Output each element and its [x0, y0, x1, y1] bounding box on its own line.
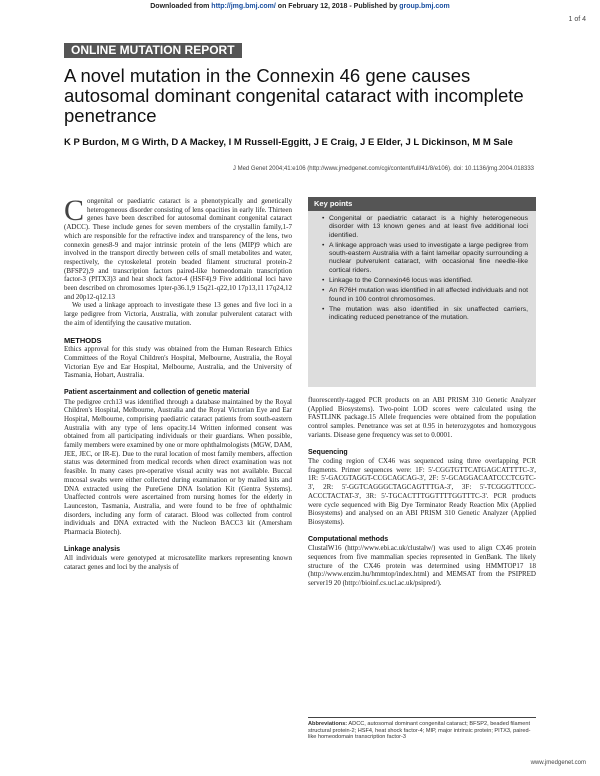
- download-prefix: Downloaded from: [150, 3, 212, 10]
- methods-heading: METHODS: [64, 335, 102, 345]
- download-middle: on February 12, 2018 - Published by: [275, 3, 400, 10]
- abbreviations-text: ADCC, autosomal dominant congenital cataract; BFSP2, beaded filament structural protein-2; HSF4, heat shock factor-4; MIP, major intrinsic protein; PITX3, paired-like homeodomain transcription factor-3: [308, 721, 531, 741]
- patient-heading: Patient ascertainment and collection of genetic material: [64, 389, 250, 397]
- page-number: 1 of 4: [568, 16, 586, 23]
- publisher-link[interactable]: group.bmj.com: [399, 3, 450, 10]
- computational-paragraph: ClustalW16 (http://www.ebi.ac.uk/clustalw/) was used to align CX46 protein sequences from five mammalian species represented in GenBank. The likely structure of the CX46 protein was determined using HMMTOP17 18 (http://www.enzim.hu/hmmtop/index.html) and MEMSAT from the PSIPRED server19 20 (http://bioinf.cs.ucl.ac.uk/psipred/).: [308, 544, 536, 587]
- key-point: • The mutation was also identified in six unaffected carriers, indicating reduced penetrance of the mutation.: [322, 306, 528, 323]
- citation-line: J Med Genet 2004;41:e106 (http://www.jmedgenet.com/cgi/content/full/41/8/e106). doi: 10.1136/jmg.2004.018333: [232, 166, 534, 172]
- patient-paragraph: The pedigree crch13 was identified through a database maintained by the Royal Children's Hospital, Melbourne, Australia and the Royal Victorian Eye and Ear Hospital, Melbourne, comprising paediatric cataract patients from south-eastern Australia with any type of lens opacity.14 Written informed consent was obtained from all participating individuals or their guardians. When possible, family members were examined by one or more ophthalmologists (MGW, DAM, JEE, JEC, or IR-E). Due to the rural location of most family members, affection status was determined from medical records when direct examination was not feasible. In many cases pre-operative visual acuity was not available. Buccal mucosal swabs were either collected during examination or by mailed kits and DNA extracted using the PureGene DNA Isolation Kit (Gentra Systems). Unaffected controls were ascertained from nursing homes for the elderly in Launceston, Tasmania, Australia, and were found to be free of ophthalmic disorders, including any form of cataract. Blood was collected from control individuals and DNA extracted with the Nucleon BACC3 kit (Amersham Pharmacia Biotech).: [64, 397, 292, 537]
- key-points-box: [308, 197, 536, 387]
- abbreviations-label: Abbreviations:: [308, 721, 348, 727]
- key-point: • An R76H mutation was identified in all affected individuals and not found in 100 control chromosomes.: [322, 287, 528, 304]
- linkage-continued-paragraph: fluorescently-tagged PCR products on an ABI PRISM 310 Genetic Analyzer (Applied Biosystems). Two-point LOD scores were calculated using the FASTLINK package.15 Allele frequencies were obtained from the population control samples. Penetrance was set at 0.95 in heterozygotes and homozygous variants. Disease gene frequency was set to 0.0001.: [308, 396, 536, 439]
- sequencing-heading: Sequencing: [308, 448, 348, 456]
- computational-heading: Computational methods: [308, 535, 389, 543]
- drop-cap: C: [64, 194, 85, 227]
- key-points-list: [308, 211, 536, 323]
- journal-link[interactable]: http://jmg.bmj.com/: [211, 3, 276, 10]
- article-title: A novel mutation in the Connexin 46 gene causes autosomal dominant congenital cataract with incomplete penetrance: [64, 65, 524, 126]
- intro-paragraph-2: We used a linkage approach to investigate these 13 genes and five loci in a large pedigree from Victoria, Australia, with zonular pulverulent cataract with the aim of identifying the causative mutation.: [64, 301, 292, 327]
- key-point: • A linkage approach was used to investigate a large pedigree from south-eastern Australia with a faint lamellar opacity surrounding a nuclear pulverulent cataract, with occasional fine needle-like cortical riders.: [322, 242, 528, 275]
- footer-url: www.jmedgenet.com: [530, 760, 586, 766]
- article-type-banner: ONLINE MUTATION REPORT: [64, 43, 242, 58]
- intro-paragraph: [64, 194, 292, 301]
- intro-text: ongenital or paediatric cataract is a phenotypically and genetically heterogeneous disorder consisting of lens opacities in early life. Thirteen genes have been described for autosomal dominant congenital cataract (ADCC). These include genes for seven members of the crystallin family,1-7 which are responsible for the refractive index and transparency of the lens, two connexin genes8-9 and major intrinsic protein of the lens (MIP)9 which are involved in the transport directly between cells of small metabolites and water, respectively, the cytoskeletal protein beaded filament structural protein-2 (BFSP2),9 and transcription factors paired-like homeodomain transcription factor-3 (PITX3)3 and heat shock factor-4 (HSF4).9 Five additional loci have been described on chromosomes 1pter-p36.1,9 15q21-q22,10 17p13,11 17q24,12 and 20p12-q12.13: [64, 197, 292, 301]
- key-points-heading: Key points: [308, 197, 536, 211]
- abbreviations-footnote: [308, 717, 536, 741]
- key-point: • Congenital or paediatric cataract is a highly heterogeneous disorder with 13 known genes and at least five additional loci identified.: [322, 215, 528, 240]
- key-point: • Linkage to the Connexin46 locus was identified.: [322, 277, 528, 285]
- linkage-paragraph: All individuals were genotyped at microsatellite markers representing known cataract genes and loci by the analysis of: [64, 554, 292, 572]
- right-column: [308, 396, 536, 588]
- sequencing-paragraph: The coding region of CX46 was sequenced using three overlapping PCR fragments. Primer sequences were: 1F: 5'-CGGTGTTCATGAGCATTTTC-3', 1R: 5'-GACGTAGGT-CCGCAGCAG-3', 2F: 5'-GCAGGACAATCCCTCGTC-3', 2R: 5'-GGTCAGGGCTAGCAGTTTGA-3', 3F: 5'-TCGGGTTCCC-ACCCTACTAT-3', 3R: 5'-TGCACTTTGGTTTTGGTTTC-3'. PCR products were cycle sequenced with Big Dye Terminator Ready Reaction Mix (Applied Biosystems) and analysed on an ABI PRISM 310 Genetic Analyzer (Applied Biosystems).: [308, 457, 536, 526]
- author-list: K P Burdon, M G Wirth, D A Mackey, I M Russell-Eggitt, J E Craig, J E Elder, J L Dickinson, M M Sale: [64, 137, 513, 148]
- methods-paragraph: Ethics approval for this study was obtained from the Human Research Ethics Committees of the Royal Children's Hospital, Melbourne, Australia, the Royal Victorian Eye and Ear Hospital, Melbourne, Australia, and the University of Tasmania, Hobart, Australia.: [64, 345, 292, 380]
- left-column: [64, 194, 292, 572]
- linkage-heading: Linkage analysis: [64, 545, 121, 553]
- download-notice: [0, 3, 600, 10]
